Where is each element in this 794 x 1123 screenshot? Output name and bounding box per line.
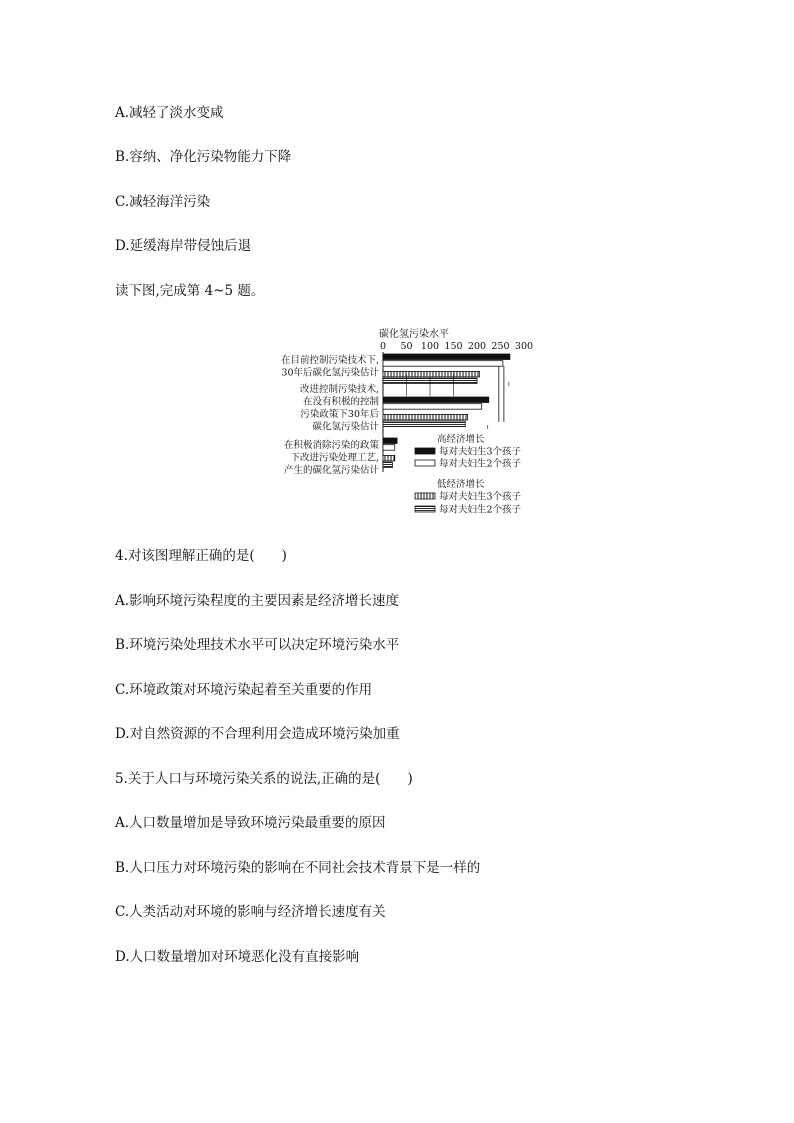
x-tick-label: 200 xyxy=(467,341,487,352)
q3-option-d: D.延缓海岸带侵蚀后退 xyxy=(115,238,252,254)
q3-option-b: B.容纳、净化污染物能力下降 xyxy=(115,149,292,165)
q5-stem: 5.关于人口与环境污染关系的说法,正确的是( ) xyxy=(115,771,413,787)
category-label: 下改进污染处理工艺, xyxy=(290,452,379,464)
x-tick-label: 0 xyxy=(379,341,387,352)
legend-swatch xyxy=(415,460,435,466)
category-label: 产生的碳化氢污染估计 xyxy=(283,465,379,476)
q3-option-a: A.减轻了淡水变咸 xyxy=(115,105,224,121)
pollution-bar-chart xyxy=(255,322,545,522)
legend-swatch xyxy=(415,506,435,512)
x-tick-label: 300 xyxy=(514,341,534,352)
bar xyxy=(383,455,395,461)
category-label: 在目前控制污染技术下, xyxy=(280,355,379,366)
bar xyxy=(383,414,468,420)
bar xyxy=(383,371,479,377)
category-label: 改进控制污染技术, xyxy=(299,384,379,395)
q5-option-a: A.人口数量增加是导致环境污染最重要的原因 xyxy=(115,815,386,831)
bar xyxy=(383,354,510,360)
legend-swatch xyxy=(415,493,435,499)
x-tick-label: 150 xyxy=(444,341,463,352)
bar xyxy=(383,438,397,444)
chart-title: 碳化氢污染水平 xyxy=(379,329,449,340)
legend-label: 每对夫妇生3个孩子 xyxy=(439,446,522,458)
legend-group-label: 高经济增长 xyxy=(437,434,485,445)
bar xyxy=(383,404,482,410)
legend-swatch xyxy=(415,448,435,454)
q3-option-c: C.减轻海洋污染 xyxy=(115,194,211,210)
category-label: 在没有积极的控制 xyxy=(302,396,379,408)
category-label: 在积极消除污染的政策 xyxy=(283,440,379,451)
q4-option-a: A.影响环境污染程度的主要因素是经济增长速度 xyxy=(115,593,400,609)
q5-option-b: B.人口压力对环境污染的影响在不同社会技术背景下是一样的 xyxy=(115,860,481,876)
x-tick-label: 100 xyxy=(420,341,440,352)
q5-option-c: C.人类活动对环境的影响与经济增长速度有关 xyxy=(115,904,386,920)
x-tick-label: 50 xyxy=(400,341,413,352)
reading-instruction: 读下图,完成第 4~5 题。 xyxy=(115,283,265,299)
category-label: 30年后碳化氢污染估计 xyxy=(281,367,379,379)
q4-option-c: C.环境政策对环境污染起着至关重要的作用 xyxy=(115,682,373,698)
q5-option-d: D.人口数量增加对环境恶化没有直接影响 xyxy=(115,949,360,965)
bar xyxy=(383,445,395,451)
category-label: 污染政策下30年后 xyxy=(300,409,379,420)
legend-group-label: 低经济增长 xyxy=(437,479,485,490)
x-tick-label: 250 xyxy=(491,341,510,352)
bar xyxy=(383,361,503,367)
legend-label: 每对夫妇生3个孩子 xyxy=(439,491,522,503)
q4-option-d: D.对自然资源的不合理利用会造成环境污染加重 xyxy=(115,726,400,742)
bar xyxy=(383,421,465,427)
legend-label: 每对夫妇生2个孩子 xyxy=(439,504,522,516)
bar xyxy=(383,462,392,468)
q4-option-b: B.环境污染处理技术水平可以决定环境污染水平 xyxy=(115,637,400,653)
bar xyxy=(383,397,489,403)
legend-label: 每对夫妇生2个孩子 xyxy=(439,458,522,470)
q4-stem: 4.对该图理解正确的是( ) xyxy=(115,548,287,564)
category-label: 碳化氢污染估计 xyxy=(312,421,379,433)
